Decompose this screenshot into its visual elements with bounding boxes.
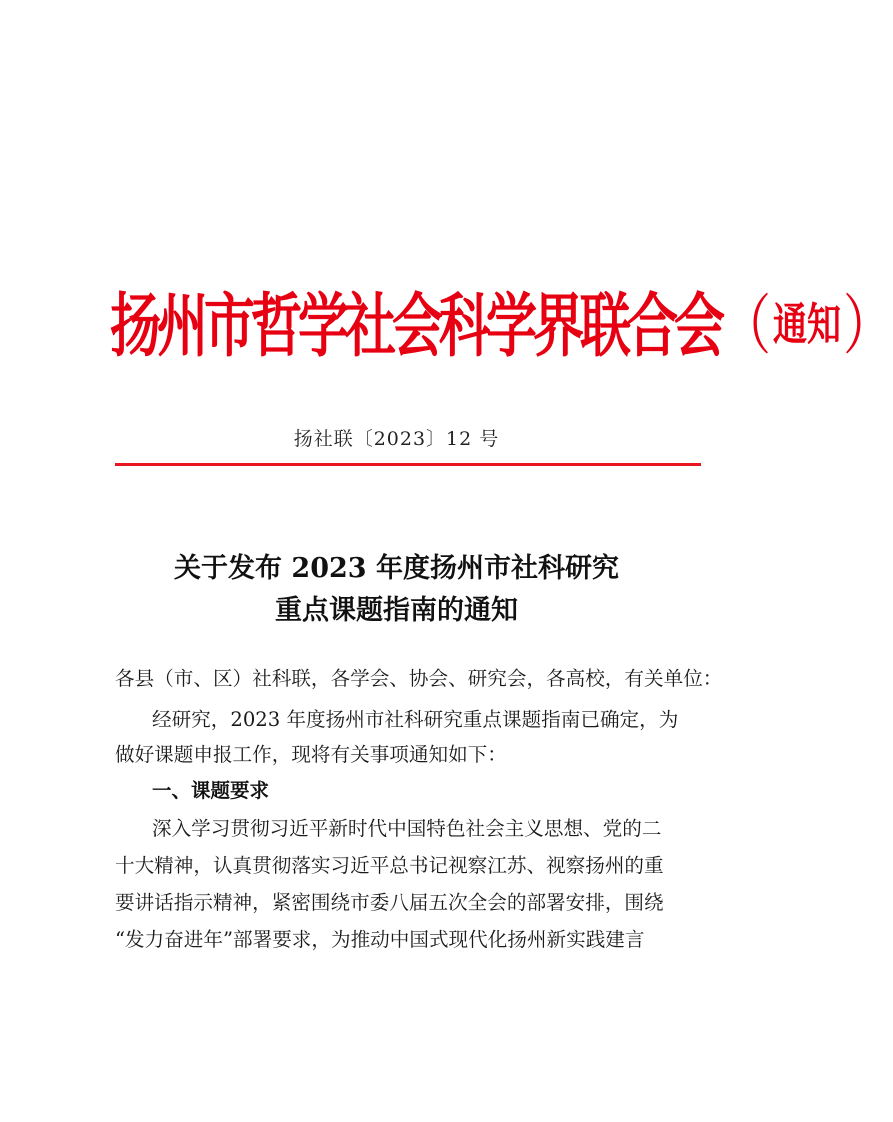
masthead-doc-type: 通知 bbox=[773, 298, 842, 351]
masthead-org-name: 扬州市哲学社会科学界联合会 bbox=[110, 286, 722, 368]
intro-paragraph-line-2: 做好课题申报工作，现将有关事项通知如下： bbox=[115, 743, 507, 766]
red-divider-line bbox=[115, 463, 701, 466]
red-masthead bbox=[110, 280, 893, 368]
section-1-line-1 bbox=[152, 811, 752, 846]
document-title-line-2: 重点课题指南的通知 bbox=[275, 595, 518, 626]
masthead-paren-open: （ bbox=[721, 287, 772, 363]
masthead-paren-close: ） bbox=[843, 287, 893, 363]
intro-text-1: 经研究，2023 年度扬州市社科研究重点课题指南已确定，为 bbox=[152, 708, 679, 731]
section-1-line-3: 要讲话指示精神，紧密围绕市委八届五次全会的部署安排，围绕 bbox=[115, 891, 664, 914]
document-number: 扬社联〔2023〕12 号 bbox=[293, 428, 500, 450]
document-title-line-1: 关于发布 2023 年度扬州市社科研究 bbox=[174, 553, 619, 584]
intro-paragraph-line-1 bbox=[152, 702, 752, 737]
section-1-line-2: 十大精神，认真贯彻落实习近平总书记视察江苏、视察扬州的重 bbox=[115, 854, 664, 877]
section-1-heading: 一、课题要求 bbox=[152, 779, 270, 802]
section-1-line-4: “发力奋进年”部署要求，为推动中国式现代化扬州新实践建言 bbox=[115, 928, 645, 951]
addressee-line: 各县（市、区）社科联，各学会、协会、研究会，各高校，有关单位： bbox=[115, 667, 723, 690]
section-1-text-1: 深入学习贯彻习近平新时代中国特色社会主义思想、党的二 bbox=[152, 817, 662, 840]
